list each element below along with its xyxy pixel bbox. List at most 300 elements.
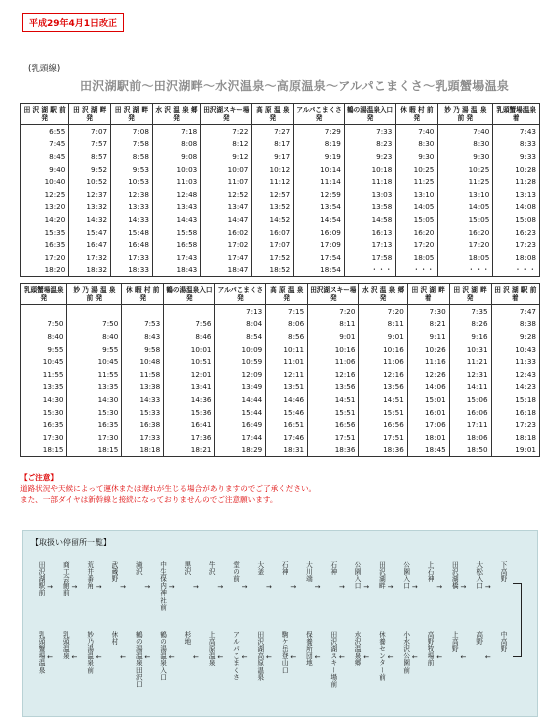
time-cell: 10:43: [491, 343, 539, 356]
bus-stop-name: 鶴の湯温泉入口: [158, 631, 167, 681]
time-cell: 18:15: [67, 444, 122, 457]
column-header: 休 暇 村 前 発: [396, 104, 438, 125]
time-cell: 17:33: [122, 431, 164, 444]
time-cell: 17:02: [201, 238, 252, 251]
time-cell: 10:45: [21, 355, 67, 368]
arrow-right-icon: →: [314, 583, 321, 591]
column-header: 田 沢 湖 駅 前 着: [491, 284, 539, 305]
time-cell: 10:52: [69, 175, 111, 188]
time-cell: 10:12: [252, 163, 294, 176]
column-header: 乳頭蟹場温泉 着: [493, 104, 540, 125]
arrow-left-icon: ←: [120, 653, 126, 661]
time-cell: 11:07: [201, 175, 252, 188]
bus-stop-name: 田沢湖スキー場前: [328, 631, 337, 688]
time-cell: 16:13: [344, 226, 395, 239]
arrow-right-icon: →: [460, 583, 467, 591]
column-header: アルパこまくさ 発: [294, 104, 345, 125]
column-header: 乳頭蟹場温泉 発: [21, 284, 67, 305]
time-cell: 16:38: [122, 418, 164, 431]
time-cell: 13:33: [111, 201, 153, 214]
arrow-right-icon: →: [241, 583, 248, 591]
time-cell: 13:56: [308, 381, 359, 394]
time-cell: 17:30: [21, 431, 67, 444]
time-cell: 18:43: [152, 264, 200, 277]
table-row: [21, 226, 540, 239]
column-header: 田沢湖スキー場 発: [201, 104, 252, 125]
time-cell: 18:29: [215, 444, 266, 457]
time-cell: 7:07: [69, 125, 111, 138]
time-cell: 16:56: [359, 418, 407, 431]
time-cell: 8:45: [21, 150, 69, 163]
time-cell: 12:43: [491, 368, 539, 381]
time-cell: 16:58: [152, 238, 200, 251]
time-cell: 15:05: [396, 213, 438, 226]
time-cell: 17:54: [294, 251, 345, 264]
time-cell: 9:52: [69, 163, 111, 176]
time-cell: 16:01: [407, 406, 449, 419]
time-cell: 11:55: [21, 368, 67, 381]
arrow-left-icon: ←: [338, 653, 345, 661]
arrow-right-icon: →: [168, 583, 175, 591]
time-cell: 8:23: [344, 138, 395, 151]
time-cell: 8:04: [215, 318, 266, 331]
time-cell: 18:21: [164, 444, 215, 457]
bus-stop-name: 滝沢: [134, 561, 143, 576]
time-cell: 9:19: [294, 150, 345, 163]
time-cell: 15:44: [215, 406, 266, 419]
time-cell: 10:07: [201, 163, 252, 176]
time-cell: 17:51: [308, 431, 359, 444]
time-cell: 8:33: [493, 138, 540, 151]
time-cell: 9:16: [449, 330, 491, 343]
bus-stop-name: 石神: [328, 561, 337, 576]
arrow-left-icon: ←: [460, 653, 467, 661]
time-cell: 10:09: [215, 343, 266, 356]
time-cell: 18:45: [407, 444, 449, 457]
time-cell: 7:50: [21, 318, 67, 331]
table-row: [21, 444, 540, 457]
bus-stop-name: 駒ケ岳登山口: [280, 631, 289, 674]
time-cell: 17:23: [491, 418, 539, 431]
time-cell: 17:20: [396, 238, 438, 251]
time-cell: 10:40: [21, 175, 69, 188]
time-cell: 8:30: [396, 138, 438, 151]
time-cell: 9:58: [122, 343, 164, 356]
time-cell: 8:54: [215, 330, 266, 343]
time-cell: 18:15: [21, 444, 67, 457]
arrow-right-icon: →: [144, 583, 151, 591]
time-cell: 7:40: [396, 125, 438, 138]
time-cell: 10:45: [67, 355, 122, 368]
time-cell: 14:05: [438, 201, 493, 214]
time-cell: 12:31: [449, 368, 491, 381]
timetable-inbound: [20, 283, 540, 457]
bus-stop-name: 田沢湖畔: [377, 561, 386, 590]
time-cell: 16:09: [294, 226, 345, 239]
time-cell: 12:25: [21, 188, 69, 201]
time-cell: 16:47: [69, 238, 111, 251]
time-cell: 7:13: [215, 305, 266, 318]
time-cell: 8:38: [491, 318, 539, 331]
stop-list-title: 【取扱い停留所一覧】: [31, 538, 111, 547]
table-row: [21, 201, 540, 214]
time-cell: 14:43: [152, 213, 200, 226]
time-cell: 7:15: [266, 305, 308, 318]
time-cell: 15:48: [111, 226, 153, 239]
arrow-right-icon: →: [387, 583, 394, 591]
arrow-left-icon: ←: [217, 653, 224, 661]
time-cell: 14:20: [21, 213, 69, 226]
time-cell: 13:51: [266, 381, 308, 394]
line-name: (乳頭線): [28, 64, 61, 74]
time-cell: 11:12: [252, 175, 294, 188]
time-cell: 16:51: [266, 418, 308, 431]
time-cell: 9:55: [21, 343, 67, 356]
bus-stop-name: 下高野: [499, 561, 507, 583]
time-cell: 11:03: [152, 175, 200, 188]
time-cell: 12:52: [201, 188, 252, 201]
time-cell: 8:43: [122, 330, 164, 343]
time-cell: 9:17: [252, 150, 294, 163]
arrow-left-icon: ←: [95, 653, 102, 661]
time-cell: 7:20: [359, 305, 407, 318]
time-cell: 17:52: [252, 251, 294, 264]
time-cell: 8:40: [67, 330, 122, 343]
bus-stop-name: 高野牧場前: [426, 631, 435, 667]
arrow-left-icon: ←: [411, 653, 418, 661]
time-cell: 11:33: [491, 355, 539, 368]
bus-stop-name: 高野: [474, 631, 483, 646]
table-row: [21, 150, 540, 163]
time-cell: 12:11: [266, 368, 308, 381]
time-cell: 14:46: [266, 393, 308, 406]
arrow-right-icon: →: [47, 583, 54, 591]
column-header: 休 暇 村 前 発: [122, 284, 164, 305]
time-cell: 14:30: [21, 393, 67, 406]
table-row: [21, 355, 540, 368]
time-cell: 13:47: [201, 201, 252, 214]
time-cell: 13:32: [69, 201, 111, 214]
time-cell: 12:57: [252, 188, 294, 201]
column-header: 鶴の湯温泉入口 発: [344, 104, 395, 125]
time-cell: 12:26: [407, 368, 449, 381]
time-cell: 15:47: [69, 226, 111, 239]
time-cell: 17:06: [407, 418, 449, 431]
table-row: [21, 368, 540, 381]
time-cell: 13:41: [164, 381, 215, 394]
bus-stop-name: 水沢温泉郷: [353, 631, 362, 667]
time-cell: 17:58: [344, 251, 395, 264]
time-cell: 7:47: [491, 305, 539, 318]
time-cell: 14:51: [359, 393, 407, 406]
time-cell: 17:33: [111, 251, 153, 264]
arrow-left-icon: ←: [314, 653, 321, 661]
time-cell: 16:48: [111, 238, 153, 251]
time-cell: 14:32: [69, 213, 111, 226]
column-header: 鶴の湯温泉入口 発: [164, 284, 215, 305]
time-cell: 12:59: [294, 188, 345, 201]
time-cell: 12:48: [152, 188, 200, 201]
table-row: [21, 318, 540, 331]
column-header: 妙 乃 湯 温 泉 前 発: [67, 284, 122, 305]
table-row: [21, 175, 540, 188]
time-cell: 11:21: [449, 355, 491, 368]
time-cell: 13:35: [67, 381, 122, 394]
time-cell: 13:03: [344, 188, 395, 201]
time-cell: 11:18: [344, 175, 395, 188]
table-row: [21, 238, 540, 251]
arrow-left-icon: ←: [71, 653, 78, 661]
time-cell: 13:52: [252, 201, 294, 214]
time-cell: 7:35: [449, 305, 491, 318]
time-cell: 15:51: [359, 406, 407, 419]
bus-stop-name: 牛沢: [207, 561, 216, 576]
time-cell: 8:56: [266, 330, 308, 343]
route-title: 田沢湖駅前～田沢湖畔～水沢温泉～高原温泉～アルパこまくさ～乳頭蟹場温泉: [80, 79, 510, 93]
time-cell: 7:57: [69, 138, 111, 151]
time-cell: 13:38: [122, 381, 164, 394]
time-cell: 13:58: [344, 201, 395, 214]
bus-stop-name: 妙乃湯温泉前: [85, 631, 94, 674]
time-cell: 13:13: [493, 188, 540, 201]
time-cell: 17:36: [164, 431, 215, 444]
table-row: [21, 213, 540, 226]
time-cell: [67, 305, 122, 318]
time-cell: 10:26: [407, 343, 449, 356]
column-header: 水 沢 温 泉 郷 発: [359, 284, 407, 305]
time-cell: 15:05: [438, 213, 493, 226]
table-row: [21, 431, 540, 444]
bus-stop-name: アルパこまくさ: [231, 631, 240, 681]
time-cell: 18:50: [449, 444, 491, 457]
time-cell: 7:53: [122, 318, 164, 331]
time-cell: [21, 305, 67, 318]
time-cell: 16:20: [438, 226, 493, 239]
bus-stop-name: 中生保内神社前: [158, 561, 167, 611]
time-cell: 8:30: [438, 138, 493, 151]
time-cell: ・・・: [438, 264, 493, 277]
time-cell: 18:36: [359, 444, 407, 457]
time-cell: 18:36: [308, 444, 359, 457]
time-cell: 17:11: [449, 418, 491, 431]
time-cell: 7:43: [493, 125, 540, 138]
time-cell: 13:20: [21, 201, 69, 214]
time-cell: 15:18: [491, 393, 539, 406]
time-cell: 14:52: [252, 213, 294, 226]
table-row: [21, 188, 540, 201]
arrow-left-icon: ←: [193, 653, 199, 661]
time-cell: 13:35: [21, 381, 67, 394]
time-cell: 12:38: [111, 188, 153, 201]
time-cell: 16:20: [396, 226, 438, 239]
arrow-left-icon: ←: [47, 653, 54, 661]
time-cell: 8:17: [252, 138, 294, 151]
time-cell: 7:30: [407, 305, 449, 318]
time-cell: 17:30: [67, 431, 122, 444]
time-cell: 10:28: [493, 163, 540, 176]
table-row: [21, 381, 540, 394]
time-cell: 10:16: [359, 343, 407, 356]
table-row: [21, 264, 540, 277]
notice-block: [20, 472, 316, 505]
time-cell: 9:30: [438, 150, 493, 163]
time-cell: 13:10: [438, 188, 493, 201]
time-cell: 18:08: [493, 251, 540, 264]
time-cell: 16:23: [493, 226, 540, 239]
time-cell: 8:06: [266, 318, 308, 331]
bus-stop-name: 大釜: [255, 561, 264, 576]
bus-stop-name: 田沢湖駅前: [37, 561, 45, 597]
time-cell: 8:26: [449, 318, 491, 331]
bus-stop-name: 鶴の湯温泉田沢口: [134, 631, 143, 688]
table-row: [21, 138, 540, 151]
time-cell: 9:12: [201, 150, 252, 163]
column-header: アルパこまくさ 発: [215, 284, 266, 305]
timetable-outbound: [20, 103, 540, 277]
time-cell: ・・・: [344, 264, 395, 277]
table-row: [21, 418, 540, 431]
arrow-right-icon: →: [266, 583, 272, 591]
revision-date-badge: 平成29年4月1日改正: [22, 13, 124, 32]
table-row: [21, 305, 540, 318]
time-cell: 18:01: [407, 431, 449, 444]
time-cell: 15:30: [67, 406, 122, 419]
bus-stop-name: 大松入口: [474, 561, 483, 590]
time-cell: 17:51: [359, 431, 407, 444]
time-cell: 14:54: [294, 213, 345, 226]
time-cell: 17:47: [201, 251, 252, 264]
column-header: 田 沢 湖 畔 発: [69, 104, 111, 125]
arrow-right-icon: →: [363, 583, 370, 591]
bus-stop-name: 公園入口: [401, 561, 410, 590]
time-cell: 18:18: [491, 431, 539, 444]
time-cell: 7:45: [21, 138, 69, 151]
time-cell: 16:06: [449, 406, 491, 419]
time-cell: 11:14: [294, 175, 345, 188]
time-cell: 17:07: [252, 238, 294, 251]
time-cell: 9:33: [493, 150, 540, 163]
time-cell: 18:33: [111, 264, 153, 277]
time-cell: 10:48: [122, 355, 164, 368]
arrow-left-icon: ←: [290, 653, 297, 661]
time-cell: 17:46: [266, 431, 308, 444]
time-cell: 16:56: [308, 418, 359, 431]
time-cell: 13:43: [152, 201, 200, 214]
bus-stop-name: 上高原温泉: [207, 631, 216, 667]
time-cell: 7:56: [164, 318, 215, 331]
column-header: 妙 乃 湯 温 泉 前 発: [438, 104, 493, 125]
time-cell: 9:55: [67, 343, 122, 356]
time-cell: 9:01: [359, 330, 407, 343]
time-cell: 14:11: [449, 381, 491, 394]
time-cell: 18:47: [201, 264, 252, 277]
notice-line-2: また、一部ダイヤは新幹線と接続になっておりませんのでご注意願います。: [20, 495, 278, 504]
bus-stop-name: 杉地: [182, 631, 191, 646]
time-cell: 10:18: [344, 163, 395, 176]
time-cell: 18:31: [266, 444, 308, 457]
bus-stop-name: 上高野: [450, 631, 459, 653]
bus-stop-name: 荒井番角: [85, 561, 94, 590]
table-row: [21, 393, 540, 406]
time-cell: 10:11: [266, 343, 308, 356]
time-cell: 11:58: [122, 368, 164, 381]
time-cell: 14:33: [122, 393, 164, 406]
time-cell: 16:35: [67, 418, 122, 431]
time-cell: 13:56: [359, 381, 407, 394]
time-cell: 11:55: [67, 368, 122, 381]
time-cell: 9:40: [21, 163, 69, 176]
time-cell: 11:28: [493, 175, 540, 188]
bus-stop-name: 休養センター前: [377, 631, 386, 681]
time-cell: 7:29: [294, 125, 345, 138]
time-cell: 17:23: [493, 238, 540, 251]
time-cell: 9:53: [111, 163, 153, 176]
arrow-left-icon: ←: [168, 653, 175, 661]
time-cell: 6:55: [21, 125, 69, 138]
stop-list-panel: [22, 530, 538, 717]
time-cell: 18:20: [21, 264, 69, 277]
time-cell: 10:25: [396, 163, 438, 176]
column-header: 田 沢 湖 駅 前 発: [21, 104, 69, 125]
arrow-right-icon: →: [193, 583, 199, 591]
time-cell: 7:27: [252, 125, 294, 138]
time-cell: 8:11: [308, 318, 359, 331]
time-cell: 9:08: [152, 150, 200, 163]
time-cell: 18:06: [449, 431, 491, 444]
time-cell: 18:54: [294, 264, 345, 277]
time-cell: 8:11: [359, 318, 407, 331]
bus-stop-name: 乳頭蟹場温泉: [37, 631, 45, 674]
time-cell: 8:21: [407, 318, 449, 331]
arrow-right-icon: →: [411, 583, 418, 591]
time-cell: 15:08: [493, 213, 540, 226]
arrow-right-icon: →: [484, 583, 491, 591]
time-cell: 14:36: [164, 393, 215, 406]
time-cell: 13:54: [294, 201, 345, 214]
time-cell: 10:31: [449, 343, 491, 356]
time-cell: 11:01: [266, 355, 308, 368]
time-cell: 17:44: [215, 431, 266, 444]
bus-stop-name: 上石神: [426, 561, 435, 583]
arrow-right-icon: →: [217, 583, 224, 591]
time-cell: 8:57: [69, 150, 111, 163]
time-cell: 8:58: [111, 150, 153, 163]
time-cell: 15:51: [308, 406, 359, 419]
bus-stop-name: 中高野: [499, 631, 507, 653]
arrow-right-icon: →: [71, 583, 78, 591]
time-cell: 9:23: [344, 150, 395, 163]
arrow-right-icon: →: [436, 583, 443, 591]
time-cell: 16:18: [491, 406, 539, 419]
time-cell: 15:58: [152, 226, 200, 239]
time-cell: 7:50: [67, 318, 122, 331]
time-cell: 9:01: [308, 330, 359, 343]
bus-stop-name: 田沢湖橋: [450, 561, 459, 590]
time-cell: 19:01: [491, 444, 539, 457]
time-cell: 9:28: [491, 330, 539, 343]
time-cell: 14:30: [67, 393, 122, 406]
time-cell: 16:49: [215, 418, 266, 431]
time-cell: 18:32: [69, 264, 111, 277]
bus-stop-name: 石神: [280, 561, 289, 576]
time-cell: 18:05: [438, 251, 493, 264]
time-cell: 16:07: [252, 226, 294, 239]
time-cell: 7:18: [152, 125, 200, 138]
notice-line-1: 道路状況や天候によって運休または遅れが生じる場合がありますのでご了承ください。: [20, 484, 317, 493]
time-cell: 16:35: [21, 238, 69, 251]
bus-stop-name: 黒沢: [182, 561, 191, 576]
time-cell: 7:40: [438, 125, 493, 138]
